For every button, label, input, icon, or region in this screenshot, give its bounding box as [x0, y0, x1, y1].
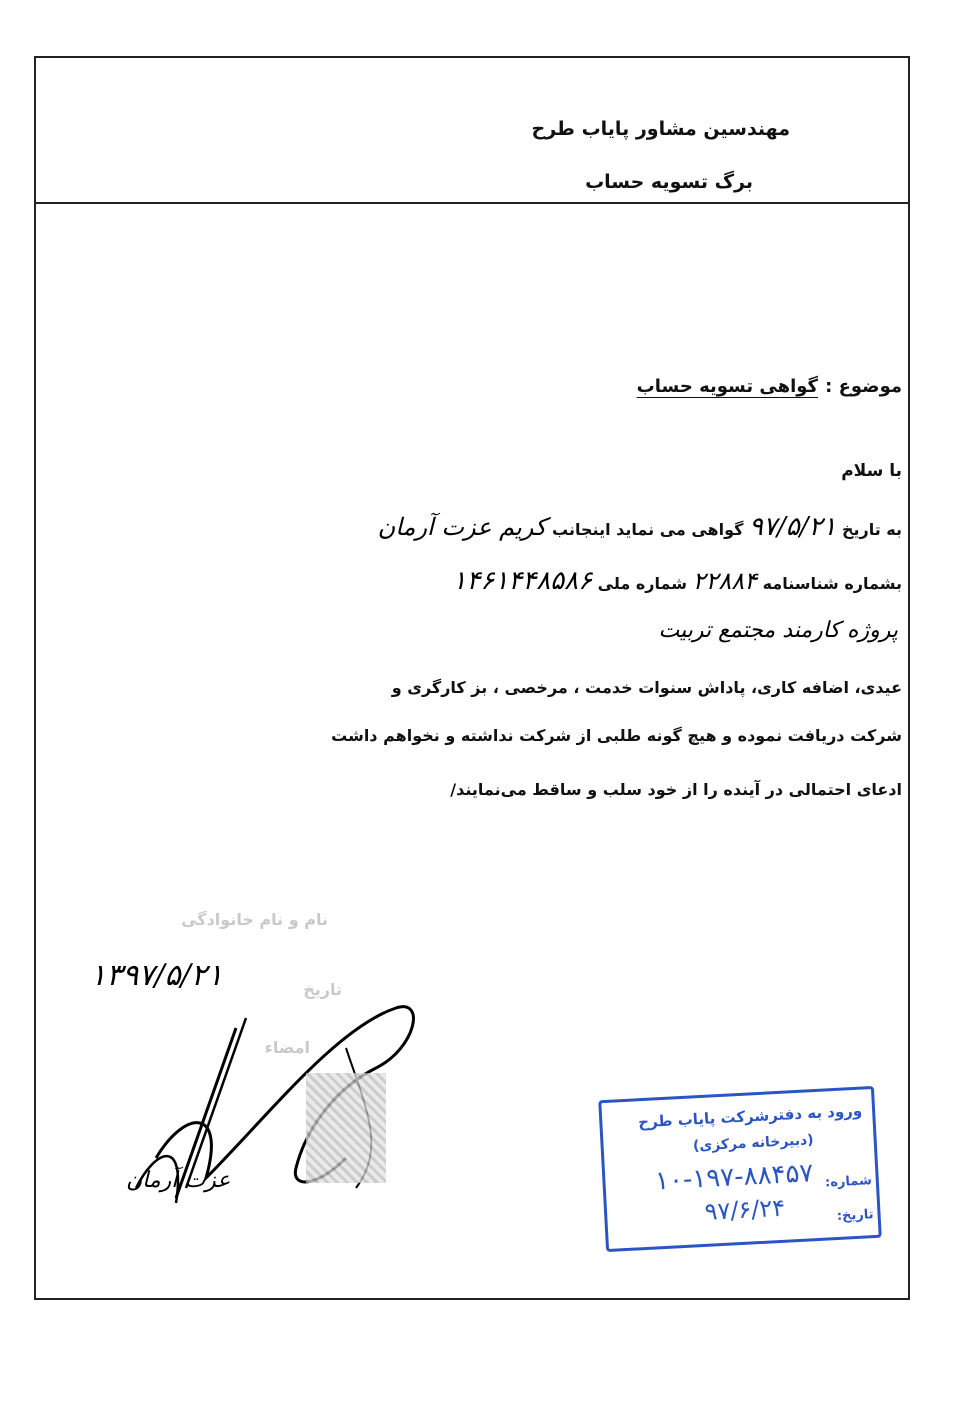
handwritten-name: کریم عزت آرمان [377, 513, 547, 541]
handwritten-id-number: ۲۲۸۸۴ [692, 567, 758, 595]
handwritten-line-3: پروژه کارمند مجتمع تربیت [658, 618, 898, 643]
line1-prefix: به تاریخ [841, 520, 902, 539]
subject-text: گواهی تسویه حساب [636, 376, 818, 397]
handwritten-national-id: ۱۴۶۱۴۴۸۵۸۶ [452, 566, 593, 596]
body-line-4: عیدی، اضافه کاری، پاداش سنوات خدمت ، مرخصی ، بز کارگری و [391, 678, 902, 697]
document-sheet [34, 56, 910, 1300]
company-name: مهندسین مشاور پایاب طرح [531, 118, 790, 140]
office-entry-stamp [598, 1086, 882, 1252]
line2-middle: شماره ملی [597, 574, 687, 593]
faint-name-label: نام و نام خانوادگی [181, 910, 328, 929]
handwritten-footer-date: ۱۳۹۷/۵/۲۱ [90, 958, 224, 993]
revenue-stamp-image [306, 1073, 386, 1183]
faint-date-label: تاریخ [303, 980, 342, 999]
body-line-6: ادعای احتمالی در آینده را از خود سلب و ساقط می‌نمایند/ [450, 780, 902, 799]
line1-middle: گواهی می نماید اینجانب [552, 520, 744, 539]
body-line-2 [452, 566, 902, 596]
stamp-org: ورود به دفترشرکت پایاب طرح [637, 1101, 863, 1132]
faint-sign-label: امضاء [264, 1038, 310, 1057]
line2-prefix: بشماره شناسنامه [762, 574, 902, 593]
subject-label: موضوع : [825, 376, 902, 397]
signature-name: عزت آرمان [126, 1168, 231, 1193]
body-line-5: شرکت دریافت نموده و هیچ گونه طلبی از شرکت نداشته و نخواهم داشت [331, 726, 902, 745]
stamp-number-value: ۱۰-۱۹۷-۸۸۴۵۷ [654, 1158, 815, 1197]
stamp-unit: (دبیرخانه مرکزی) [692, 1132, 815, 1155]
header-divider [36, 202, 908, 204]
greeting: با سلام [841, 461, 902, 481]
form-title: برگ تسویه حساب [585, 171, 753, 193]
stamp-date-label: تاریخ: [836, 1207, 874, 1224]
stamp-date-value: ۹۷/۶/۲۴ [703, 1193, 786, 1226]
stamp-number-label: شماره: [824, 1173, 873, 1191]
body-line-1 [378, 512, 902, 542]
handwritten-date: ۹۷/۵/۲۱ [749, 512, 837, 542]
